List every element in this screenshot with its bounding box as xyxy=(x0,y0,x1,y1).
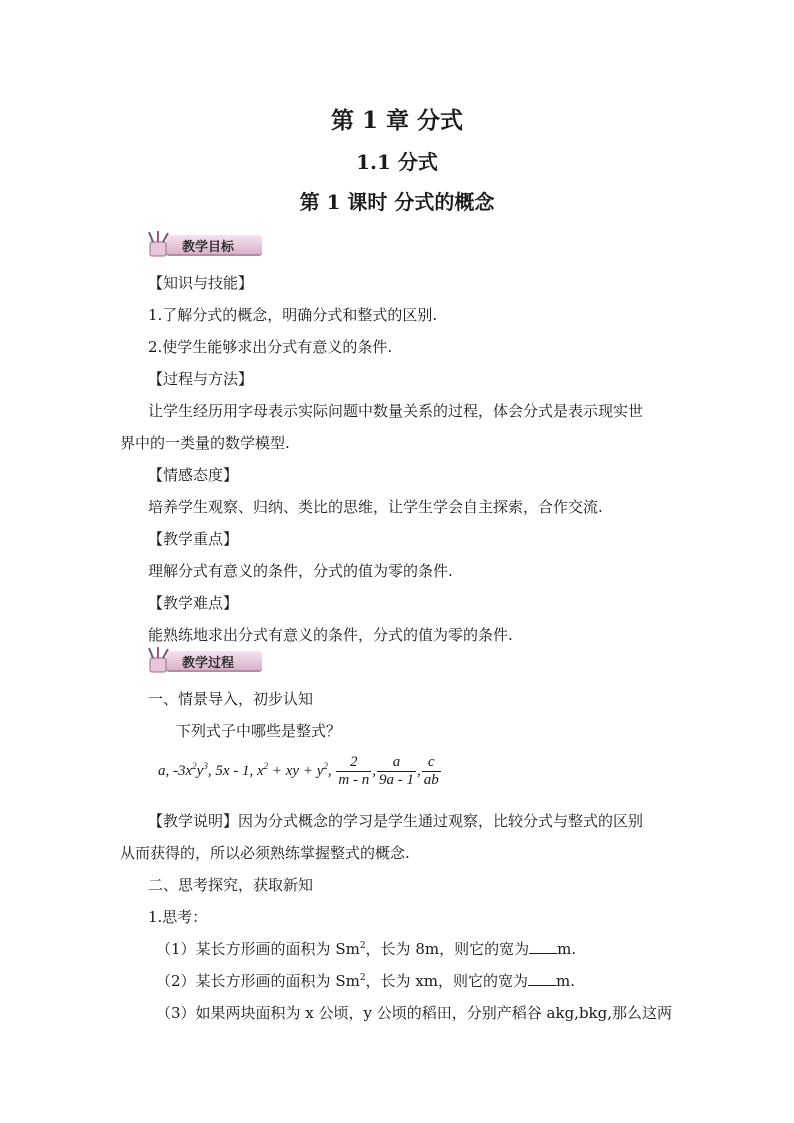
fraction-c-over-ab: $\frac{c}{ab}$ xyxy=(423,754,439,788)
part1-heading: 一、情景导入，初步认知 xyxy=(148,690,314,708)
fraction-a-over-9a-minus-1: $\frac{a}{9a - 1}$ xyxy=(378,754,414,788)
difficulty-heading: 【教学难点】 xyxy=(148,594,239,612)
section-title: 1.1 分式 xyxy=(356,150,438,174)
expr-polynomial: $x^2$ + xy + $y^2$ xyxy=(256,760,328,779)
key-point-text: 理解分式有意义的条件，分式的值为零的条件. xyxy=(148,562,453,580)
answer-blank xyxy=(528,971,556,986)
process-badge-label: 教学过程 xyxy=(182,656,235,671)
teaching-note-1: 【教学说明】因为分式概念的学习是学生通过观察，比较分式与整式的区别 xyxy=(148,812,644,830)
question-2: （2）某长方形画的面积为 Sm$^2$，长为 xm，则它的宽为 m. xyxy=(156,972,575,990)
question-1: （1）某长方形画的面积为 Sm$^2$，长为 8m，则它的宽为 m. xyxy=(156,940,577,958)
expr-monomial: $-3x^2y^3$ xyxy=(173,760,208,779)
expr-a: a xyxy=(158,762,166,779)
pencil-cup-icon xyxy=(144,230,174,258)
process-badge xyxy=(144,646,266,674)
question-text: 下列式子中哪些是整式？ xyxy=(176,722,342,740)
process-method-heading: 【过程与方法】 xyxy=(148,370,254,388)
difficulty-text: 能熟练地求出分式有意义的条件，分式的值为零的条件. xyxy=(148,626,513,644)
emotion-text: 培养学生观察、归纳、类比的思维，让学生学会自主探索，合作交流. xyxy=(148,498,603,516)
teaching-note-2: 从而获得的，所以必须熟练掌握整式的概念. xyxy=(120,844,410,862)
answer-blank xyxy=(529,939,557,954)
pencil-cup-icon xyxy=(144,646,174,674)
goals-badge xyxy=(144,230,266,258)
expression-list: a, $-3x^2y^3$, 5x - 1, $x^2$ + xy + $y^2$, $\frac{2}{m - n}$ , $\frac{a}{9a - 1}$ , $\frac{c}{ab}$ xyxy=(158,754,439,788)
knowledge-item-1: 1.了解分式的概念，明确分式和整式的区别. xyxy=(148,306,438,324)
question-3: （3）如果两块面积为 x 公顷，y 公顷的稻田，分别产稻谷 akg,bkg,那么这两 xyxy=(156,1004,673,1022)
knowledge-heading: 【知识与技能】 xyxy=(148,274,254,292)
expr-linear: 5x - 1 xyxy=(215,762,250,779)
goals-badge-label: 教学目标 xyxy=(182,240,235,255)
emotion-heading: 【情感态度】 xyxy=(148,466,239,484)
process-method-text-2: 界中的一类量的数学模型. xyxy=(120,434,290,452)
lesson-title: 第 1 课时 分式的概念 xyxy=(299,190,495,214)
part2-heading: 二、思考探究，获取新知 xyxy=(148,876,314,894)
fraction-2-over-m-minus-n: $\frac{2}{m - n}$ xyxy=(338,754,370,788)
process-method-text-1: 让学生经历用字母表示实际问题中数量关系的过程，体会分式是表示现实世 xyxy=(148,402,644,420)
think-label: 1.思考： xyxy=(148,908,208,926)
chapter-title: 第 1 章 分式 xyxy=(330,107,464,134)
knowledge-item-2: 2.使学生能够求出分式有意义的条件. xyxy=(148,338,393,356)
key-point-heading: 【教学重点】 xyxy=(148,530,239,548)
